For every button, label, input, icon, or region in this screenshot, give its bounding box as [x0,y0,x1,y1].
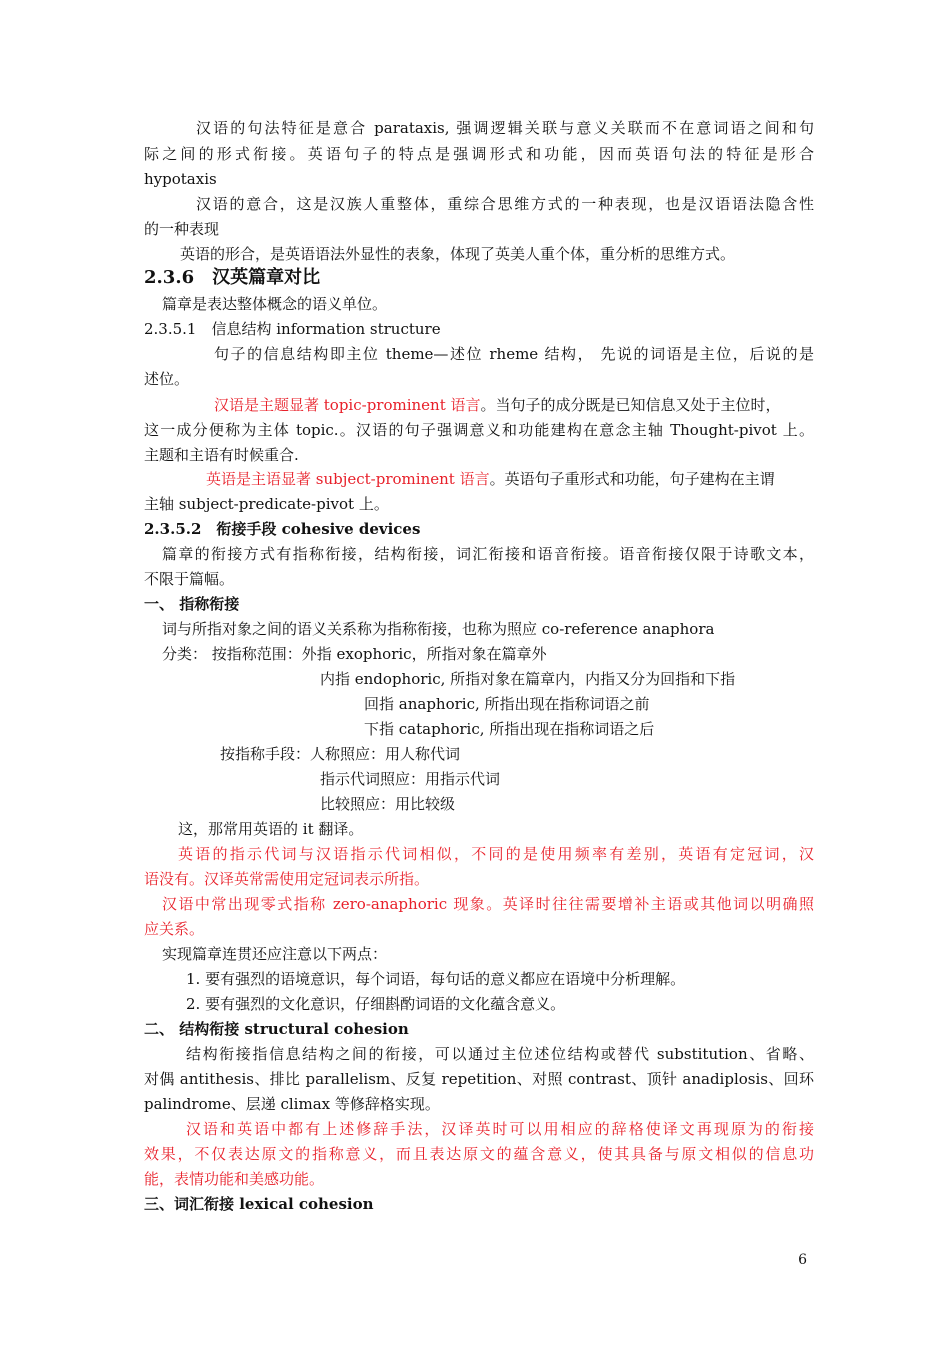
classification-line: 比较照应：用比较级 [320,795,456,813]
highlighted-line: 效果，不仅表达原文的指称意义，而且表达原文的蕴含意义，使其具备与原文相似的信息功 [144,1145,814,1163]
highlighted-line: 汉语中常出现零式指称 zero-anaphoric 现象。英译时往往需要增补主语或其他词以明确照 [162,895,814,913]
paragraph-line: 主题和主语有时候重合. [144,446,299,464]
paragraph-line: 结构衔接指信息结构之间的衔接，可以通过主位述位结构或替代 substitution、省略、 [186,1045,814,1063]
paragraph-line: 主轴 subject-predicate-pivot 上。 [144,495,389,513]
paragraph-line [206,467,876,491]
subsection-heading: 2.3.5.1 信息结构 information structure [144,320,441,338]
subsection-heading: 2.3.5.2 衔接手段 cohesive devices [144,520,421,538]
paragraph-line: 篇章的衔接方式有指称衔接，结构衔接，词汇衔接和语音衔接。语音衔接仅限于诗歌文本， [162,545,814,563]
highlighted-line: 应关系。 [144,920,205,938]
classification-line: 指示代词照应：用指示代词 [320,770,501,788]
list-item: 2. 要有强烈的文化意识，仔细斟酌词语的文化蕴含意义。 [186,995,566,1013]
classification-line: 内指 endophoric, 所指对象在篇章内，内指又分为回指和下指 [320,670,736,688]
highlighted-text: 英语是主语显著 subject-prominent 语言 [206,470,490,488]
paragraph-line: palindrome、层递 climax 等修辞格实现。 [144,1095,440,1113]
highlighted-line: 能，表情功能和美感功能。 [144,1170,325,1188]
classification-line: 分类： 按指称范围：外指 exophoric，所指对象在篇章外 [162,645,547,663]
list-item: 1. 要有强烈的语境意识，每个词语，每句话的意义都应在语境中分析理解。 [186,970,686,988]
paragraph-line: 际之间的形式衔接。英语句子的特点是强调形式和功能，因而英语句法的特征是形合 [144,145,814,163]
section-heading: 2.3.6 汉英篇章对比 [144,267,321,288]
section-heading: 二、 结构衔接 structural cohesion [144,1020,409,1038]
paragraph-line: 对偶 antithesis、排比 parallelism、反复 repetition、对照 contrast、顶针 anadiplosis、回环 [144,1070,814,1088]
highlighted-line: 语没有。汉译英常需使用定冠词表示所指。 [144,870,430,888]
paragraph-line: 不限于篇幅。 [144,570,235,588]
section-heading: 三、词汇衔接 lexical cohesion [144,1195,374,1213]
classification-line: 按指称手段：人称照应：用人称代词 [220,745,461,763]
classification-line: 回指 anaphoric, 所指出现在指称词语之前 [364,695,650,713]
paragraph-line: 英语的形合，是英语语法外显性的表象，体现了英美人重个体，重分析的思维方式。 [180,245,736,263]
paragraph-text: 。英语句子重形式和功能，句子建构在主谓 [489,470,775,488]
paragraph-line: 实现篇章连贯还应注意以下两点： [162,945,388,963]
paragraph-line: 篇章是表达整体概念的语义单位。 [162,295,388,313]
section-heading: 一、 指称衔接 [144,595,240,613]
paragraph-line: 述位。 [144,370,190,388]
paragraph-line: 词与所指对象之间的语义关系称为指称衔接，也称为照应 co-reference anaphora [162,620,715,638]
highlighted-line: 汉语和英语中都有上述修辞手法，汉译英时可以用相应的辞格使译文再现原为的衔接 [186,1120,814,1138]
page-number: 6 [798,1252,807,1268]
paragraph-line: 汉语的句法特征是意合 parataxis, 强调逻辑关联与意义关联而不在意词语之间和句 [196,119,814,137]
highlighted-text: 汉语是主题显著 topic-prominent 语言 [214,396,481,414]
paragraph-text: 。当句子的成分既是已知信息又处于主位时， [480,396,781,414]
highlighted-line: 英语的指示代词与汉语指示代词相似，不同的是使用频率有差别，英语有定冠词，汉 [178,845,814,863]
paragraph-line [214,393,884,417]
paragraph-line: 这，那常用英语的 it 翻译。 [178,820,364,838]
paragraph-line: 句子的信息结构即主位 theme—述位 rheme 结构， 先说的词语是主位，后说的是 [214,345,814,363]
classification-line: 下指 cataphoric, 所指出现在指称词语之后 [364,720,655,738]
paragraph-line: 这一成分便称为主体 topic.。汉语的句子强调意义和功能建构在意念主轴 Thought-pivot 上。 [144,421,814,439]
paragraph-line: hypotaxis [144,170,217,188]
paragraph-line: 的一种表现 [144,220,220,238]
paragraph-line: 汉语的意合，这是汉族人重整体，重综合思维方式的一种表现，也是汉语语法隐含性 [196,195,814,213]
